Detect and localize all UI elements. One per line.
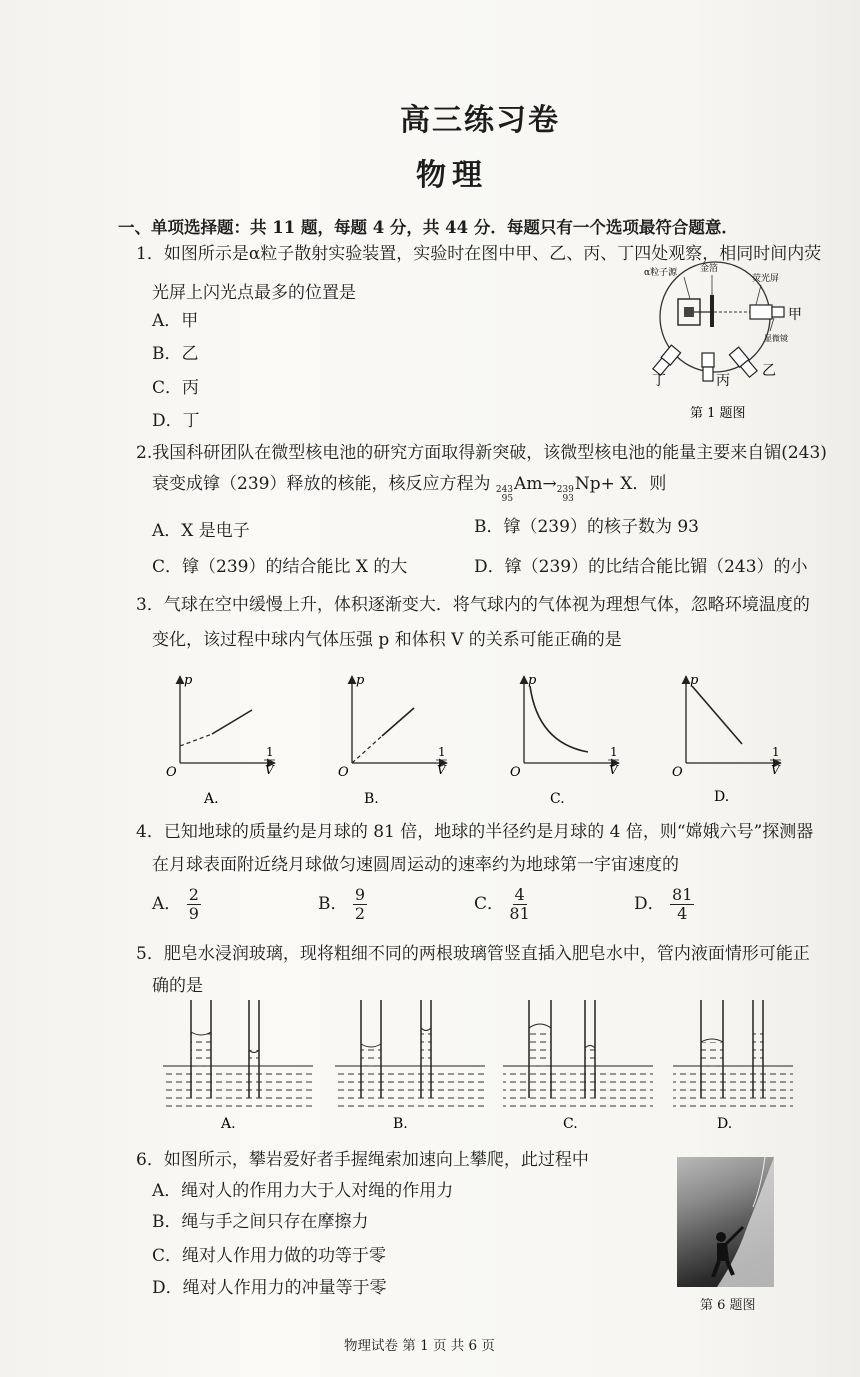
q3-b-axis-x-num: 1 — [438, 745, 446, 759]
label-bing: 丙 — [716, 373, 730, 389]
q3-a-axis-y: p — [184, 673, 193, 688]
np-charge: 93 — [562, 494, 574, 504]
page-footer: 物理试卷 第 1 页 共 6 页 — [344, 1338, 495, 1354]
am-mass: 243 — [495, 485, 514, 495]
q6-option-d: D．绳对人作用力的冲量等于零 — [152, 1278, 387, 1298]
q3-option-d-label: D. — [714, 789, 730, 805]
label-alpha-source: α粒子源 — [644, 268, 678, 278]
q3-b-axis-x-den: V — [437, 763, 446, 777]
q6-option-a: A．绳对人的作用力大于人对绳的作用力 — [152, 1181, 454, 1201]
q5-option-d-label: D. — [717, 1116, 733, 1132]
q3-d-axis-y: p — [690, 673, 699, 688]
q4-d-fraction: $\frac{81}{4}$ — [672, 885, 693, 923]
am-charge: 95 — [501, 494, 514, 504]
q1-stem-line2: 光屏上闪光点最多的位置是 — [152, 283, 356, 303]
q3-a-origin: O — [166, 765, 177, 780]
q4-stem-line2: 在月球表面附近绕月球做匀速圆周运动的速率约为地球第一宇宙速度的 — [152, 855, 679, 875]
q2-option-b: B．镎（239）的核子数为 93 — [474, 517, 699, 537]
q3-c-axis-x-den: V — [609, 763, 618, 777]
q2-stem-line1: 2.我国科研团队在微型核电池的研究方面取得新突破，该微型核电池的能量主要来自镅(243) — [136, 443, 827, 463]
q2-option-c: C．镎（239）的结合能比 X 的大 — [152, 557, 408, 577]
q2-stem-line2 — [152, 474, 666, 504]
q4-b-fraction: $\frac{9}{2}$ — [354, 885, 366, 923]
np-isotope — [557, 486, 574, 504]
label-microscope: 显微镜 — [764, 334, 788, 343]
q1-figure — [630, 255, 830, 430]
q5-figure-c — [503, 1000, 653, 1132]
q1-option-a: A．甲 — [152, 311, 199, 331]
q4-option-d — [634, 886, 694, 923]
q3-a-axis-x-num: 1 — [266, 745, 274, 759]
q1-figure-caption: 第 1 题图 — [690, 406, 746, 421]
q5-figure-b — [335, 1000, 485, 1132]
q1-stem-line1: 1．如图所示是α粒子散射实验装置，实验时在图中甲、乙、丙、丁四处观察，相同时间内荧 — [136, 244, 822, 264]
np-mass: 239 — [556, 485, 574, 495]
q3-a-axis-x-den: V — [265, 763, 274, 777]
climber-photo — [677, 1157, 774, 1287]
q1-option-d: D．丁 — [152, 411, 200, 431]
q4-c-letter: C． — [474, 894, 505, 914]
q3-option-b-label: B. — [364, 791, 379, 807]
label-screen: 荧光屏 — [752, 274, 780, 284]
q4-a-fraction: $\frac{2}{9}$ — [188, 885, 199, 923]
q3-graph-a — [166, 673, 275, 807]
am-symbol: Am→ — [514, 474, 557, 494]
q6-option-c: C．绳对人作用力做的功等于零 — [152, 1246, 387, 1266]
q2-option-a: A．X 是电子 — [152, 521, 250, 541]
q5-option-c-label: C. — [563, 1116, 578, 1132]
q1-option-b: B．乙 — [152, 344, 199, 364]
label-ding: 丁 — [652, 373, 666, 389]
q3-graph-b — [338, 673, 447, 807]
q3-c-axis-x-num: 1 — [610, 745, 618, 759]
q3-graph-c — [510, 673, 619, 807]
q5-stem-line2: 确的是 — [152, 976, 203, 996]
q3-graphs — [160, 668, 800, 818]
q3-d-axis-x-den: V — [771, 763, 780, 777]
q2-option-d: D．镎（239）的比结合能比镅（243）的小 — [474, 557, 808, 577]
q6-stem: 6．如图所示，攀岩爱好者手握绳索加速向上攀爬，此过程中 — [136, 1150, 589, 1170]
q3-c-axis-y: p — [528, 673, 537, 688]
q4-c-fraction: $\frac{4}{81}$ — [509, 885, 530, 923]
q4-stem-line1: 4．已知地球的质量约是月球的 81 倍，地球的半径约是月球的 4 倍，则“嫦娥六号”探测器 — [136, 822, 814, 842]
q3-c-origin: O — [510, 765, 521, 780]
q3-stem-line1: 3．气球在空中缓慢上升，体积逐渐变大．将气球内的气体视为理想气体，忽略环境温度的 — [136, 595, 810, 615]
q6-option-b: B．绳与手之间只存在摩擦力 — [152, 1212, 369, 1232]
q4-d-letter: D． — [634, 894, 665, 914]
q3-option-a-label: A. — [204, 791, 219, 807]
q5-figures — [155, 998, 795, 1136]
q4-option-b — [318, 886, 367, 923]
q4-option-a — [152, 886, 201, 923]
q6-figure-caption: 第 6 题图 — [700, 1298, 756, 1313]
label-yi: 乙 — [762, 363, 776, 379]
am-isotope — [496, 486, 513, 504]
q2-stem-text: 衰变成镎（239）释放的核能，核反应方程为 — [152, 474, 491, 494]
q4-b-letter: B． — [318, 894, 348, 914]
subject-title: 物理 — [416, 158, 488, 193]
q5-option-a-label: A. — [221, 1116, 236, 1132]
q3-graph-d — [672, 673, 781, 805]
section-heading: 一、单项选择题：共 11 题，每题 4 分，共 44 分．每题只有一个选项最符合题意． — [118, 218, 738, 237]
q4-option-c — [474, 886, 530, 923]
q3-b-origin: O — [338, 765, 349, 780]
q3-option-c-label: C. — [550, 791, 565, 807]
q3-stem-line2: 变化，该过程中球内气体压强 p 和体积 V 的关系可能正确的是 — [152, 630, 622, 650]
q5-figure-d — [673, 1000, 793, 1132]
q5-stem-line1: 5．肥皂水浸润玻璃，现将粗细不同的两根玻璃管竖直插入肥皂水中，管内液面情形可能正 — [136, 944, 810, 964]
np-symbol: Np+ X．则 — [574, 474, 667, 494]
q3-d-axis-x-num: 1 — [772, 745, 780, 759]
label-gold-foil: 金箔 — [700, 264, 719, 274]
q5-option-b-label: B. — [393, 1116, 408, 1132]
exam-title: 高三练习卷 — [400, 103, 560, 138]
q3-b-axis-y: p — [356, 673, 365, 688]
label-jia: 甲 — [788, 307, 802, 323]
q3-d-origin: O — [672, 765, 683, 780]
q5-figure-a — [163, 1000, 313, 1132]
q1-option-c: C．丙 — [152, 378, 200, 398]
q4-a-letter: A． — [152, 894, 182, 914]
